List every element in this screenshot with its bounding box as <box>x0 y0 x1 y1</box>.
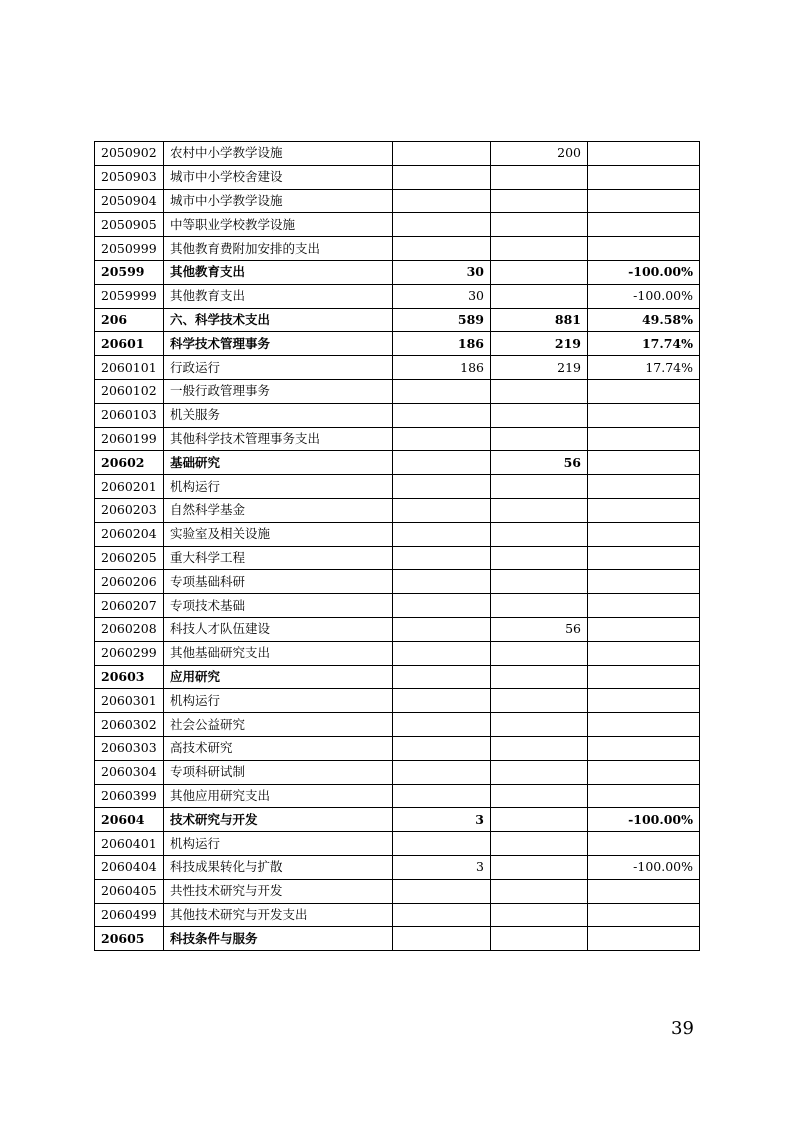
row-current-value-cell <box>491 379 588 403</box>
row-code-cell: 2060203 <box>95 498 164 522</box>
table-row <box>95 475 700 499</box>
row-name-cell: 一般行政管理事务 <box>164 379 393 403</box>
row-change-percent-cell: -100.00% <box>588 808 700 832</box>
table-row <box>95 641 700 665</box>
table-row <box>95 142 700 166</box>
row-change-percent-cell <box>588 498 700 522</box>
row-change-percent-cell <box>588 713 700 737</box>
row-prev-value-cell <box>393 165 491 189</box>
row-current-value-cell <box>491 713 588 737</box>
row-change-percent-cell <box>588 617 700 641</box>
row-current-value-cell: 200 <box>491 142 588 166</box>
table-row <box>95 260 700 284</box>
row-current-value-cell <box>491 475 588 499</box>
row-change-percent-cell <box>588 760 700 784</box>
row-current-value-cell <box>491 832 588 856</box>
table-row <box>95 403 700 427</box>
row-change-percent-cell <box>588 475 700 499</box>
row-name-cell: 城市中小学教学设施 <box>164 189 393 213</box>
table-row <box>95 498 700 522</box>
row-current-value-cell <box>491 760 588 784</box>
row-code-cell: 2060405 <box>95 879 164 903</box>
row-name-cell: 其他教育费附加安排的支出 <box>164 237 393 261</box>
table-body <box>95 142 700 951</box>
row-name-cell: 机构运行 <box>164 475 393 499</box>
row-name-cell: 机关服务 <box>164 403 393 427</box>
row-prev-value-cell <box>393 403 491 427</box>
table-row <box>95 546 700 570</box>
row-change-percent-cell <box>588 641 700 665</box>
row-code-cell: 206 <box>95 308 164 332</box>
row-change-percent-cell: 17.74% <box>588 356 700 380</box>
row-current-value-cell <box>491 570 588 594</box>
row-current-value-cell <box>491 879 588 903</box>
row-name-cell: 其他技术研究与开发支出 <box>164 903 393 927</box>
row-prev-value-cell <box>393 784 491 808</box>
row-current-value-cell <box>491 165 588 189</box>
row-name-cell: 六、科学技术支出 <box>164 308 393 332</box>
table-row <box>95 689 700 713</box>
row-code-cell: 2050905 <box>95 213 164 237</box>
row-code-cell: 2060206 <box>95 570 164 594</box>
row-current-value-cell <box>491 237 588 261</box>
row-current-value-cell: 56 <box>491 617 588 641</box>
row-change-percent-cell: 49.58% <box>588 308 700 332</box>
row-name-cell: 科技条件与服务 <box>164 927 393 951</box>
row-code-cell: 20603 <box>95 665 164 689</box>
row-code-cell: 2059999 <box>95 284 164 308</box>
table-row <box>95 832 700 856</box>
table-row <box>95 356 700 380</box>
row-code-cell: 2060199 <box>95 427 164 451</box>
row-code-cell: 2060302 <box>95 713 164 737</box>
row-change-percent-cell <box>588 879 700 903</box>
row-prev-value-cell <box>393 665 491 689</box>
row-change-percent-cell <box>588 213 700 237</box>
row-code-cell: 2060304 <box>95 760 164 784</box>
row-name-cell: 高技术研究 <box>164 736 393 760</box>
row-name-cell: 应用研究 <box>164 665 393 689</box>
row-prev-value-cell <box>393 736 491 760</box>
row-prev-value-cell <box>393 641 491 665</box>
row-change-percent-cell: -100.00% <box>588 260 700 284</box>
row-change-percent-cell <box>588 665 700 689</box>
row-change-percent-cell <box>588 165 700 189</box>
row-name-cell: 机构运行 <box>164 689 393 713</box>
table-row <box>95 284 700 308</box>
row-change-percent-cell <box>588 546 700 570</box>
row-code-cell: 2060101 <box>95 356 164 380</box>
row-name-cell: 其他基础研究支出 <box>164 641 393 665</box>
row-code-cell: 2050902 <box>95 142 164 166</box>
row-code-cell: 20605 <box>95 927 164 951</box>
row-change-percent-cell <box>588 736 700 760</box>
row-current-value-cell <box>491 665 588 689</box>
table-row <box>95 665 700 689</box>
row-change-percent-cell <box>588 451 700 475</box>
row-code-cell: 2060103 <box>95 403 164 427</box>
row-name-cell: 机构运行 <box>164 832 393 856</box>
row-code-cell: 2060303 <box>95 736 164 760</box>
row-prev-value-cell <box>393 498 491 522</box>
row-name-cell: 其他应用研究支出 <box>164 784 393 808</box>
row-prev-value-cell <box>393 617 491 641</box>
row-change-percent-cell <box>588 903 700 927</box>
row-code-cell: 2050903 <box>95 165 164 189</box>
row-name-cell: 城市中小学校舍建设 <box>164 165 393 189</box>
row-name-cell: 基础研究 <box>164 451 393 475</box>
page-number: 39 <box>671 1018 694 1039</box>
row-name-cell: 专项技术基础 <box>164 594 393 618</box>
table-row <box>95 617 700 641</box>
row-name-cell: 专项基础科研 <box>164 570 393 594</box>
row-prev-value-cell <box>393 189 491 213</box>
row-name-cell: 实验室及相关设施 <box>164 522 393 546</box>
row-name-cell: 其他科学技术管理事务支出 <box>164 427 393 451</box>
row-name-cell: 自然科学基金 <box>164 498 393 522</box>
row-current-value-cell <box>491 403 588 427</box>
table-row <box>95 713 700 737</box>
row-name-cell: 重大科学工程 <box>164 546 393 570</box>
row-current-value-cell <box>491 213 588 237</box>
row-current-value-cell <box>491 427 588 451</box>
table-row <box>95 760 700 784</box>
row-prev-value-cell <box>393 475 491 499</box>
row-name-cell: 科学技术管理事务 <box>164 332 393 356</box>
row-current-value-cell <box>491 522 588 546</box>
row-change-percent-cell <box>588 427 700 451</box>
table-row <box>95 808 700 832</box>
row-current-value-cell <box>491 927 588 951</box>
row-change-percent-cell <box>588 570 700 594</box>
row-current-value-cell <box>491 594 588 618</box>
row-code-cell: 2050999 <box>95 237 164 261</box>
row-code-cell: 2060207 <box>95 594 164 618</box>
row-current-value-cell <box>491 855 588 879</box>
table-row <box>95 427 700 451</box>
row-prev-value-cell: 3 <box>393 808 491 832</box>
row-code-cell: 2060399 <box>95 784 164 808</box>
table-row <box>95 451 700 475</box>
row-change-percent-cell <box>588 189 700 213</box>
table-row <box>95 879 700 903</box>
row-code-cell: 2050904 <box>95 189 164 213</box>
row-code-cell: 20599 <box>95 260 164 284</box>
row-prev-value-cell <box>393 927 491 951</box>
row-current-value-cell: 56 <box>491 451 588 475</box>
row-prev-value-cell <box>393 760 491 784</box>
row-current-value-cell: 219 <box>491 356 588 380</box>
row-current-value-cell <box>491 689 588 713</box>
table-row <box>95 237 700 261</box>
row-code-cell: 2060205 <box>95 546 164 570</box>
table-row <box>95 855 700 879</box>
row-current-value-cell <box>491 260 588 284</box>
row-code-cell: 2060299 <box>95 641 164 665</box>
row-change-percent-cell <box>588 142 700 166</box>
row-prev-value-cell: 30 <box>393 284 491 308</box>
row-name-cell: 技术研究与开发 <box>164 808 393 832</box>
row-prev-value-cell <box>393 879 491 903</box>
row-current-value-cell <box>491 808 588 832</box>
row-code-cell: 2060204 <box>95 522 164 546</box>
row-prev-value-cell <box>393 832 491 856</box>
row-code-cell: 2060499 <box>95 903 164 927</box>
row-name-cell: 农村中小学教学设施 <box>164 142 393 166</box>
row-prev-value-cell: 186 <box>393 356 491 380</box>
row-prev-value-cell: 30 <box>393 260 491 284</box>
row-prev-value-cell <box>393 427 491 451</box>
row-current-value-cell <box>491 641 588 665</box>
table-row <box>95 784 700 808</box>
row-name-cell: 共性技术研究与开发 <box>164 879 393 903</box>
row-code-cell: 20602 <box>95 451 164 475</box>
row-change-percent-cell <box>588 594 700 618</box>
table-row <box>95 570 700 594</box>
row-change-percent-cell <box>588 784 700 808</box>
row-current-value-cell <box>491 903 588 927</box>
table-row <box>95 594 700 618</box>
row-code-cell: 2060208 <box>95 617 164 641</box>
row-name-cell: 科技成果转化与扩散 <box>164 855 393 879</box>
table-row <box>95 165 700 189</box>
row-prev-value-cell <box>393 237 491 261</box>
row-current-value-cell: 219 <box>491 332 588 356</box>
row-current-value-cell <box>491 498 588 522</box>
table-row <box>95 522 700 546</box>
row-prev-value-cell <box>393 213 491 237</box>
row-change-percent-cell: -100.00% <box>588 855 700 879</box>
row-change-percent-cell: 17.74% <box>588 332 700 356</box>
row-code-cell: 2060201 <box>95 475 164 499</box>
row-change-percent-cell <box>588 927 700 951</box>
row-prev-value-cell <box>393 522 491 546</box>
row-prev-value-cell <box>393 379 491 403</box>
row-change-percent-cell <box>588 689 700 713</box>
budget-table <box>94 141 700 951</box>
row-change-percent-cell: -100.00% <box>588 284 700 308</box>
row-prev-value-cell <box>393 594 491 618</box>
table-row <box>95 189 700 213</box>
row-prev-value-cell: 589 <box>393 308 491 332</box>
row-current-value-cell <box>491 284 588 308</box>
row-name-cell: 其他教育支出 <box>164 284 393 308</box>
row-name-cell: 行政运行 <box>164 356 393 380</box>
table-row <box>95 927 700 951</box>
table-row <box>95 379 700 403</box>
row-prev-value-cell: 3 <box>393 855 491 879</box>
row-change-percent-cell <box>588 403 700 427</box>
row-code-cell: 20601 <box>95 332 164 356</box>
table-row <box>95 332 700 356</box>
row-code-cell: 20604 <box>95 808 164 832</box>
row-prev-value-cell <box>393 546 491 570</box>
row-prev-value-cell <box>393 570 491 594</box>
row-change-percent-cell <box>588 379 700 403</box>
row-code-cell: 2060102 <box>95 379 164 403</box>
row-code-cell: 2060404 <box>95 855 164 879</box>
table-row <box>95 308 700 332</box>
row-change-percent-cell <box>588 832 700 856</box>
row-prev-value-cell <box>393 903 491 927</box>
row-code-cell: 2060301 <box>95 689 164 713</box>
row-current-value-cell <box>491 189 588 213</box>
row-change-percent-cell <box>588 522 700 546</box>
row-prev-value-cell <box>393 689 491 713</box>
table-row <box>95 903 700 927</box>
row-name-cell: 专项科研试制 <box>164 760 393 784</box>
row-name-cell: 其他教育支出 <box>164 260 393 284</box>
row-current-value-cell <box>491 546 588 570</box>
row-current-value-cell <box>491 736 588 760</box>
row-prev-value-cell <box>393 142 491 166</box>
row-name-cell: 科技人才队伍建设 <box>164 617 393 641</box>
table-row <box>95 736 700 760</box>
row-code-cell: 2060401 <box>95 832 164 856</box>
row-prev-value-cell <box>393 451 491 475</box>
row-name-cell: 中等职业学校教学设施 <box>164 213 393 237</box>
table-row <box>95 213 700 237</box>
row-prev-value-cell <box>393 713 491 737</box>
row-name-cell: 社会公益研究 <box>164 713 393 737</box>
row-current-value-cell <box>491 784 588 808</box>
row-change-percent-cell <box>588 237 700 261</box>
row-prev-value-cell: 186 <box>393 332 491 356</box>
row-current-value-cell: 881 <box>491 308 588 332</box>
